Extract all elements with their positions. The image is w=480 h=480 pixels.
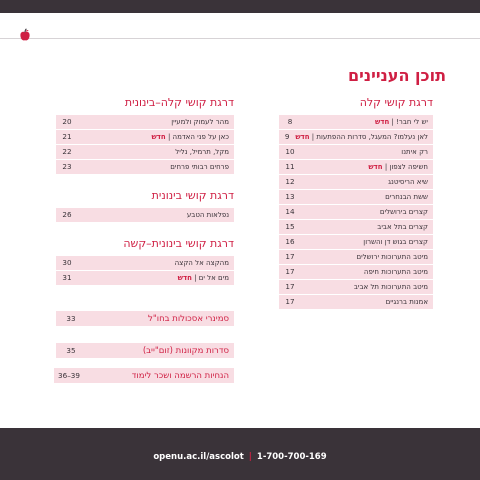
toc-row-label [354, 280, 433, 294]
apple-icon [18, 28, 32, 42]
page-number: 9 [279, 130, 295, 144]
toc-row-label [377, 220, 433, 234]
new-badge: חדש [368, 163, 383, 171]
toc-row-label [401, 145, 433, 159]
toc-row[interactable] [56, 130, 234, 145]
toc-row[interactable] [279, 250, 433, 265]
toc-row[interactable] [56, 271, 234, 286]
toc-row-title: ששת הבנחרים [385, 193, 428, 201]
page-number: 16 [279, 235, 301, 249]
toc-row-title: שיא הריסיטנג [388, 178, 428, 186]
toc-row-title: מיטב התערוכות תל אביב [353, 283, 428, 291]
toc-row[interactable] [56, 115, 234, 130]
new-badge: חדש [151, 133, 166, 141]
toc-row-title: נפלאות הטבע [186, 211, 229, 219]
toc-link-label: סמינרי אסכולות בחו"ל [148, 313, 229, 324]
toc-row-title: אמנות ברנגיים [385, 298, 428, 306]
toc-row-label [175, 256, 234, 270]
toc-row-label [171, 115, 234, 129]
toc-row-title: מיטב התערוכות ירושלים [356, 253, 428, 261]
toc-row-title: לאן נעלמו? המעגל, סדרות ההפתעות [316, 133, 428, 141]
footer-contact [0, 452, 480, 462]
toc-row-label: לאן נעלמו? המעגל, סדרות ההפתעות | חדש [295, 133, 428, 141]
page-number: 11 [279, 160, 301, 174]
toc-row[interactable] [279, 295, 433, 310]
toc-link-row[interactable] [56, 343, 234, 358]
toc-row-title: מקל, תרמיל, נליל [175, 148, 229, 156]
toc-row-label [175, 145, 234, 159]
toc-row[interactable] [279, 175, 433, 190]
page-number: 14 [279, 205, 301, 219]
page-number: 20 [56, 115, 78, 129]
header-divider [0, 38, 480, 39]
new-badge: חדש [295, 133, 310, 141]
toc-row-title: מהר לעמוק ולמעיין [171, 118, 229, 126]
toc-link-row[interactable] [56, 311, 234, 326]
toc-row-title: רק איתנו [401, 148, 428, 156]
toc-row[interactable] [279, 145, 433, 160]
toc-row[interactable] [279, 130, 433, 145]
toc-list-medium-hard [56, 256, 234, 286]
toc-row-label [356, 250, 433, 264]
page-number: 33 [66, 314, 76, 323]
page-number: 21 [56, 130, 78, 144]
section-heading-medium: דרגת קושי בינונית [151, 189, 234, 202]
toc-row[interactable] [279, 115, 433, 130]
toc-row-label [187, 208, 234, 222]
website-link[interactable]: openu.ac.il/ascolot [153, 452, 244, 462]
toc-link-row[interactable] [54, 368, 234, 383]
page-title: תוכן העניינים [348, 66, 446, 85]
toc-row-title: קצרים בגוש דן והשרון [363, 238, 428, 246]
section-heading-easy-medium: דרגת קושי קלה–בינונית [124, 96, 234, 109]
toc-row-label [386, 295, 433, 309]
toc-row[interactable] [56, 256, 234, 271]
toc-link-label: הנחיות הרשמה ושכר לימוד [131, 370, 229, 381]
section-heading-medium-hard: דרגת קושי בינונית–קשה [123, 237, 234, 250]
page-number: 39–36 [58, 371, 80, 380]
page-number: 17 [279, 295, 301, 309]
page-number: 17 [279, 265, 301, 279]
toc-list-medium [56, 208, 234, 223]
phone-number[interactable]: 1-700-700-169 [256, 452, 327, 462]
toc-row-label [385, 190, 433, 204]
page-number: 17 [279, 250, 301, 264]
toc-row-title: קצרים בירושלים [379, 208, 428, 216]
toc-row-label: כאן על פני האדמה | חדש [151, 133, 229, 141]
page-number: 23 [56, 160, 78, 174]
toc-row[interactable] [279, 190, 433, 205]
toc-row[interactable] [279, 280, 433, 295]
toc-left-column [56, 96, 234, 286]
toc-row-label: יש לי חבר! | חדש [375, 118, 428, 126]
page-number: 35 [66, 346, 76, 355]
toc-row[interactable] [279, 220, 433, 235]
toc-row[interactable] [56, 145, 234, 160]
page-number: 13 [279, 190, 301, 204]
page-number: 10 [279, 145, 301, 159]
toc-row-title: מיטב התערוכות חיפה [363, 268, 428, 276]
toc-row-label [170, 160, 234, 174]
section-heading-easy: דרגת קושי קלה [359, 96, 433, 109]
toc-row-title: כאן על פני האדמה [172, 133, 229, 141]
toc-row-title: מהקצה אל הקצה [174, 259, 229, 267]
page-number: 22 [56, 145, 78, 159]
new-badge: חדש [375, 118, 390, 126]
toc-link-label: סדרות מקוונות (זום"ייב) [142, 345, 229, 356]
toc-row[interactable] [56, 160, 234, 175]
toc-row-title: פרחים רבותי פרחים [170, 163, 229, 171]
page-number: 8 [279, 115, 301, 129]
separator: | [248, 452, 252, 462]
page-number: 17 [279, 280, 301, 294]
toc-row-title: יש לי חבר! [396, 118, 428, 126]
toc-row[interactable] [279, 235, 433, 250]
toc-row-label [388, 175, 433, 189]
toc-row-label: חשיפה לצפון | חדש [368, 163, 428, 171]
page-number: 26 [56, 208, 78, 222]
toc-row-title: קצרים בתל אביב [377, 223, 428, 231]
toc-row-label [363, 235, 433, 249]
toc-row-label [364, 265, 433, 279]
toc-row-label [380, 205, 433, 219]
toc-list-easy-medium [56, 115, 234, 175]
toc-list-easy [279, 115, 433, 310]
new-badge: חדש [177, 274, 192, 282]
toc-row[interactable] [279, 205, 433, 220]
page-number: 12 [279, 175, 301, 189]
toc-row-title: חשיפה לצפון [389, 163, 428, 171]
page-number: 15 [279, 220, 301, 234]
toc-row-label: מים אל ים | חדש [177, 274, 229, 282]
page-number: 31 [56, 271, 78, 285]
toc-row[interactable] [56, 208, 234, 223]
toc-row[interactable] [279, 265, 433, 280]
top-bar [0, 0, 480, 13]
page-number: 30 [56, 256, 78, 270]
toc-row[interactable] [279, 160, 433, 175]
toc-right-column [279, 96, 433, 310]
toc-row-title: מים אל ים [198, 274, 229, 282]
